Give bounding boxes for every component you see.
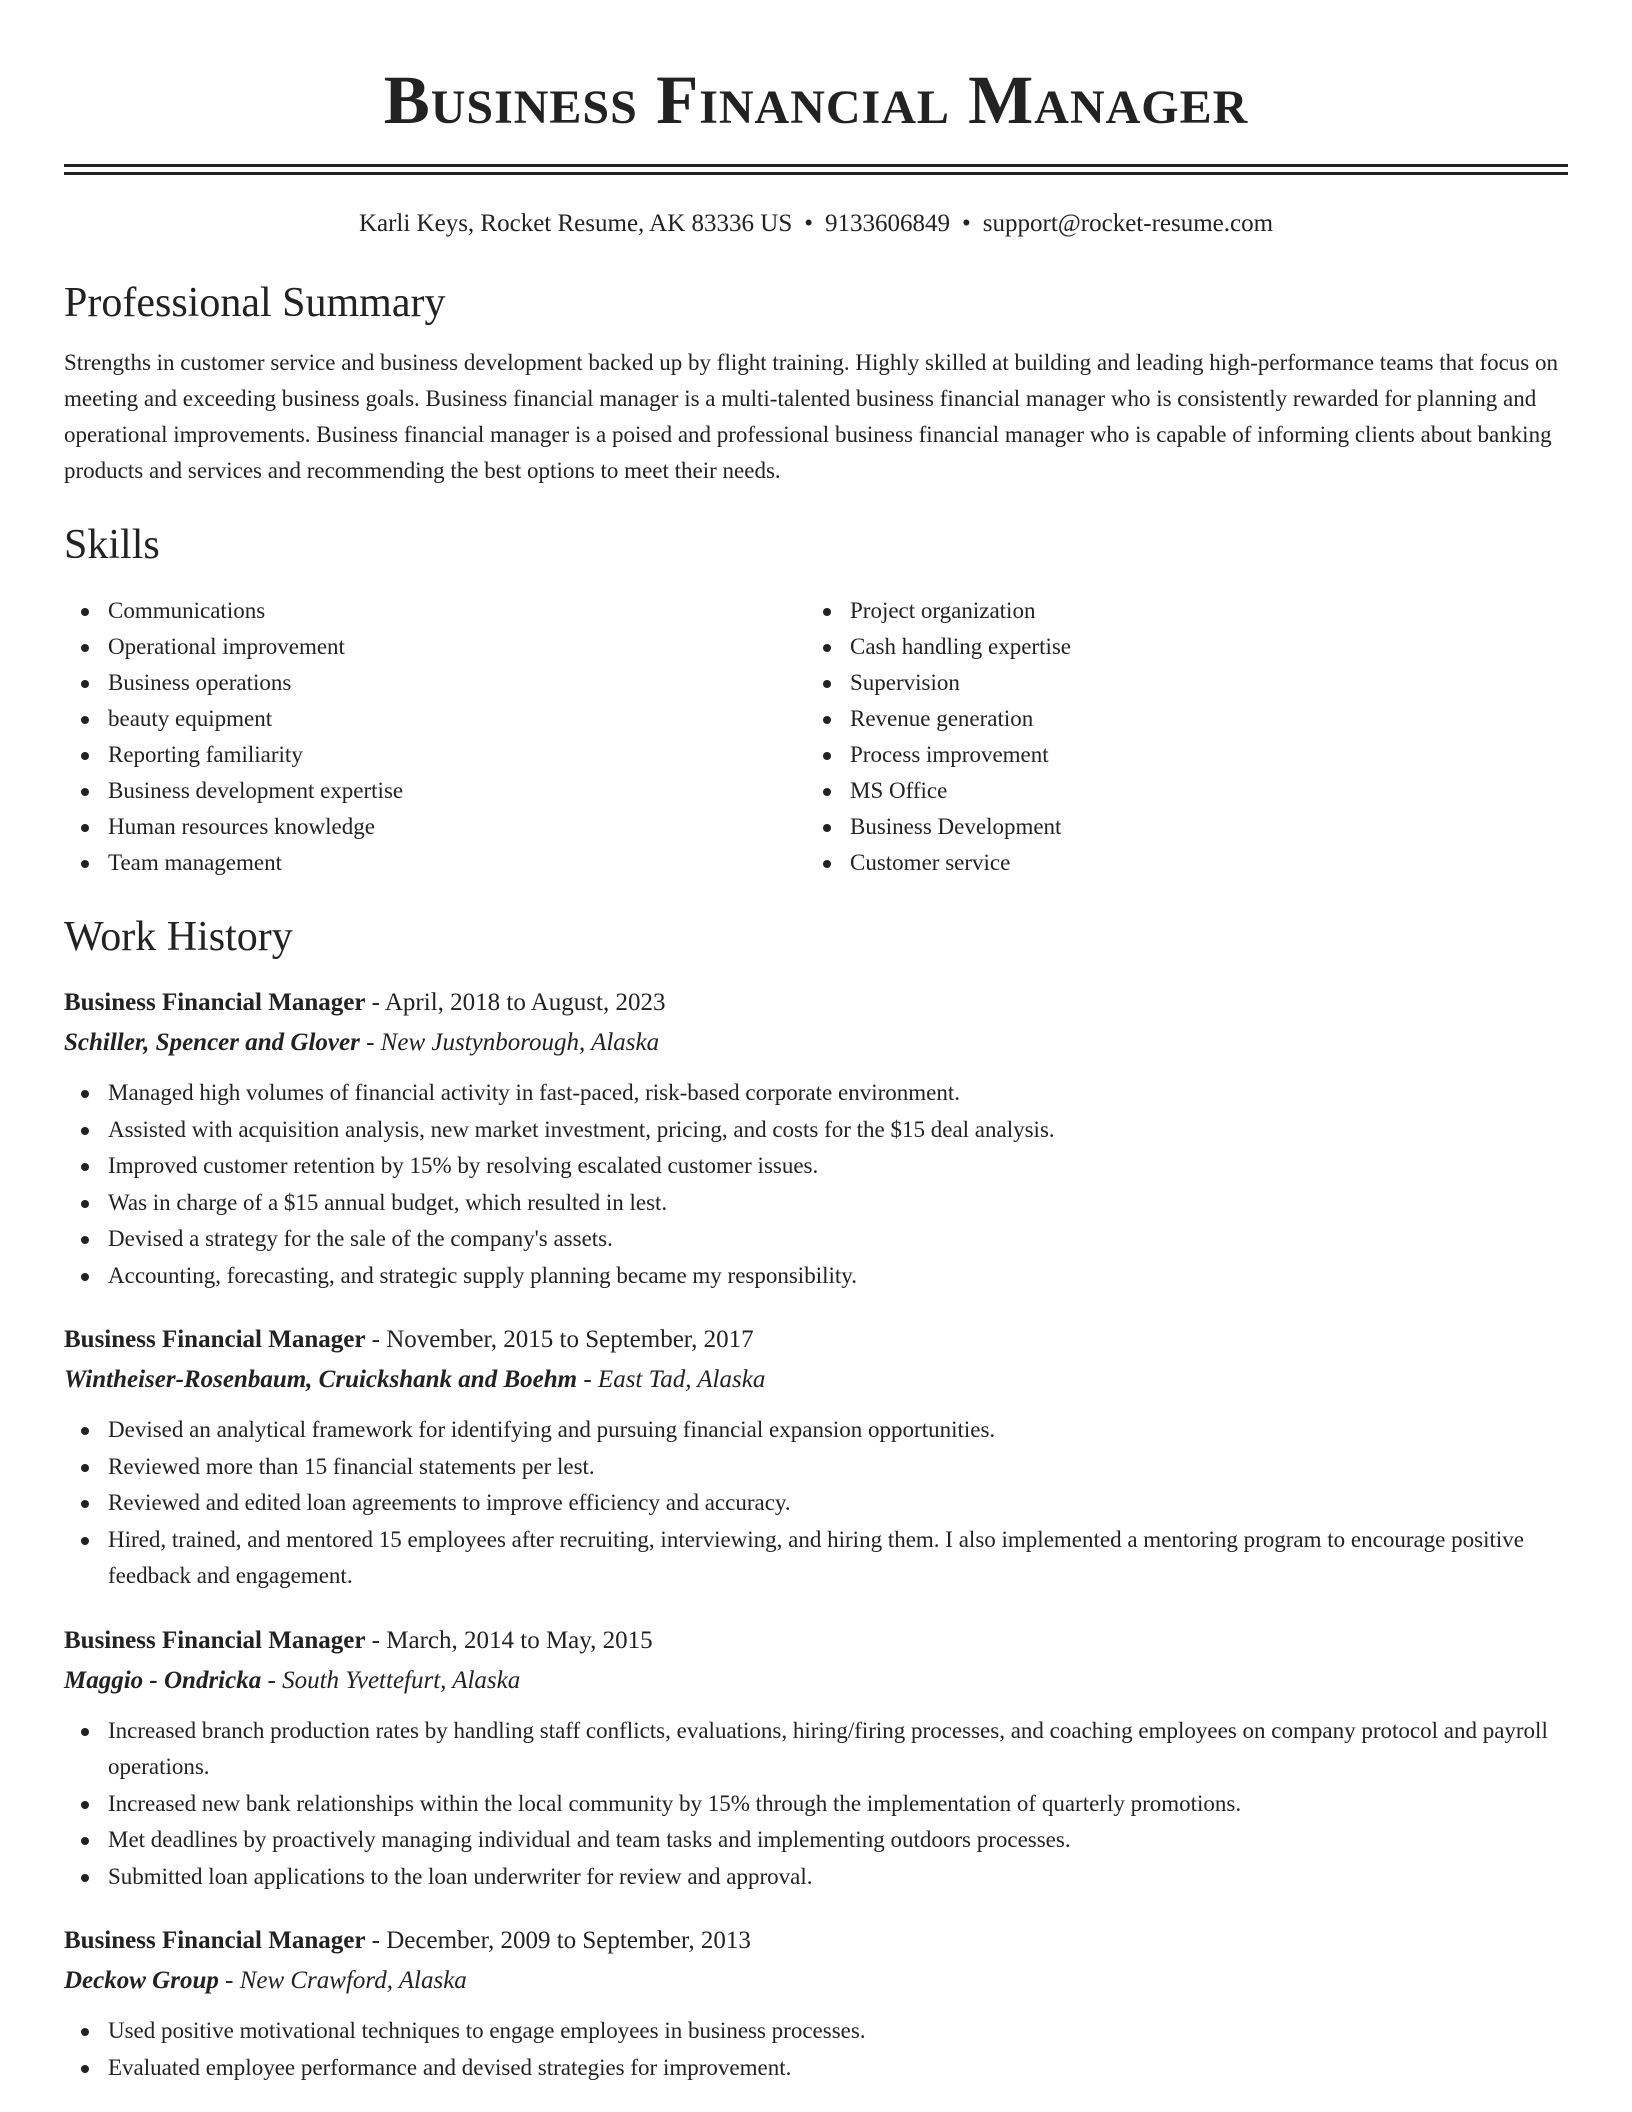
skill-item: Business operations bbox=[64, 665, 806, 701]
duty-item: Reviewed and edited loan agreements to improve efficiency and accuracy. bbox=[64, 1485, 1568, 1522]
bullet-icon bbox=[81, 1273, 89, 1281]
job-role: Business Financial Manager bbox=[64, 1927, 366, 1954]
duty-item: Submitted loan applications to the loan underwriter for review and approval. bbox=[64, 1859, 1568, 1896]
bullet-icon bbox=[81, 1427, 89, 1435]
job-entry bbox=[64, 983, 1568, 1294]
bullet-icon bbox=[823, 716, 831, 724]
contact-separator: • bbox=[804, 210, 813, 237]
skill-item: Supervision bbox=[806, 665, 1548, 701]
bullet-icon bbox=[81, 1200, 89, 1208]
duty-item: Increased branch production rates by handling staff conflicts, evaluations, hiring/firing processes, and coaching employees on company protocol and payroll operations. bbox=[64, 1713, 1568, 1786]
title-divider-bottom bbox=[64, 172, 1568, 175]
bullet-icon bbox=[81, 1837, 89, 1845]
job-location: South Yvettefurt, Alaska bbox=[282, 1666, 521, 1694]
duty-item: Managed high volumes of financial activity in fast-paced, risk-based corporate environment. bbox=[64, 1075, 1568, 1112]
job-company-line: Schiller, Spencer and Glover - New Justynborough, Alaska bbox=[64, 1029, 660, 1056]
bullet-icon bbox=[81, 1500, 89, 1508]
skill-item: Human resources knowledge bbox=[64, 809, 806, 845]
job-dates: April, 2018 to August, 2023 bbox=[384, 989, 666, 1016]
bullet-icon bbox=[81, 644, 89, 652]
skill-item: Project organization bbox=[806, 593, 1548, 629]
bullet-icon bbox=[81, 1127, 89, 1135]
job-location: East Tad, Alaska bbox=[597, 1366, 766, 1393]
job-title-line: Business Financial Manager - November, 2015 to September, 2017 bbox=[64, 1326, 754, 1353]
duty-item: Accounting, forecasting, and strategic supply planning became my responsibility. bbox=[64, 1258, 1568, 1295]
job-title-line: Business Financial Manager - March, 2014 to May, 2015 bbox=[64, 1626, 653, 1654]
duty-item: Improved customer retention by 15% by resolving escalated customer issues. bbox=[64, 1148, 1568, 1185]
bullet-icon bbox=[823, 608, 831, 616]
job-title-line: Business Financial Manager - December, 2009 to September, 2013 bbox=[64, 1927, 751, 1954]
job-dates: March, 2014 to May, 2015 bbox=[386, 1626, 653, 1654]
job-dates: November, 2015 to September, 2017 bbox=[386, 1326, 754, 1353]
job-duties bbox=[64, 2013, 1568, 2086]
job-company-line: Maggio - Ondricka - South Yvettefurt, Alaska bbox=[64, 1666, 521, 1694]
bullet-icon bbox=[81, 2028, 89, 2036]
bullet-icon bbox=[81, 824, 89, 832]
bullet-icon bbox=[81, 1801, 89, 1809]
skill-item: beauty equipment bbox=[64, 701, 806, 737]
bullet-icon bbox=[81, 1464, 89, 1472]
job-duties bbox=[64, 1713, 1568, 1896]
job-dates: December, 2009 to September, 2013 bbox=[386, 1927, 751, 1954]
duty-item: Increased new bank relationships within the local community by 15% through the implementation of quarterly promotions. bbox=[64, 1786, 1568, 1823]
job-role: Business Financial Manager bbox=[64, 1626, 366, 1654]
duty-item: Met deadlines by proactively managing individual and team tasks and implementing outdoors processes. bbox=[64, 1822, 1568, 1859]
skill-item: Customer service bbox=[806, 845, 1548, 881]
bullet-icon bbox=[823, 824, 831, 832]
skill-item: Revenue generation bbox=[806, 701, 1548, 737]
job-company: Maggio - Ondricka bbox=[64, 1666, 262, 1694]
skill-item: Cash handling expertise bbox=[806, 629, 1548, 665]
duty-item: Evaluated employee performance and devised strategies for improvement. bbox=[64, 2050, 1568, 2087]
resume-title: Business Financial Manager bbox=[383, 62, 1249, 138]
job-duties bbox=[64, 1075, 1568, 1294]
bullet-icon bbox=[81, 1163, 89, 1171]
job-location: New Crawford, Alaska bbox=[239, 1967, 467, 1994]
contact-address: Karli Keys, Rocket Resume, AK 83336 US bbox=[358, 210, 793, 237]
skill-item: Team management bbox=[64, 845, 806, 881]
job-company: Wintheiser-Rosenbaum, Cruickshank and Boehm bbox=[64, 1366, 578, 1393]
job-entry bbox=[64, 1320, 1568, 1595]
job-entry bbox=[64, 1621, 1568, 1896]
bullet-icon bbox=[81, 1236, 89, 1244]
duty-item: Hired, trained, and mentored 15 employees after recruiting, interviewing, and hiring them. I also implemented a mentoring program to encourage positive feedback and engagement. bbox=[64, 1522, 1568, 1595]
duty-item: Devised a strategy for the sale of the company's assets. bbox=[64, 1221, 1568, 1258]
skills-column-left bbox=[64, 593, 806, 881]
job-company-line: Wintheiser-Rosenbaum, Cruickshank and Boehm - East Tad, Alaska bbox=[64, 1366, 766, 1393]
duty-item: Assisted with acquisition analysis, new market investment, pricing, and costs for the $15 deal analysis. bbox=[64, 1112, 1568, 1149]
job-company-line: Deckow Group - New Crawford, Alaska bbox=[64, 1967, 467, 1994]
contact-separator: • bbox=[962, 210, 971, 237]
work-history-heading: Work History bbox=[64, 914, 293, 960]
job-role: Business Financial Manager bbox=[64, 1326, 366, 1353]
job-location: New Justynborough, Alaska bbox=[380, 1029, 660, 1056]
job-company: Schiller, Spencer and Glover bbox=[64, 1029, 360, 1056]
bullet-icon bbox=[81, 1728, 89, 1736]
duty-item: Was in charge of a $15 annual budget, which resulted in lest. bbox=[64, 1185, 1568, 1222]
bullet-icon bbox=[81, 716, 89, 724]
job-duties bbox=[64, 1412, 1568, 1595]
bullet-icon bbox=[823, 680, 831, 688]
job-entry bbox=[64, 1921, 1568, 2086]
bullet-icon bbox=[823, 788, 831, 796]
contact-phone: 9133606849 bbox=[825, 210, 950, 237]
skill-item: Operational improvement bbox=[64, 629, 806, 665]
contact-line bbox=[64, 207, 1568, 241]
skills-column-right bbox=[806, 593, 1548, 881]
bullet-icon bbox=[81, 1090, 89, 1098]
bullet-icon bbox=[81, 1537, 89, 1545]
bullet-icon bbox=[823, 752, 831, 760]
job-title-line: Business Financial Manager - April, 2018 to August, 2023 bbox=[64, 989, 666, 1016]
contact-email: support@rocket-resume.com bbox=[982, 210, 1274, 237]
skill-item: Reporting familiarity bbox=[64, 737, 806, 773]
job-role: Business Financial Manager bbox=[64, 989, 366, 1016]
bullet-icon bbox=[823, 860, 831, 868]
bullet-icon bbox=[823, 644, 831, 652]
skill-item: Process improvement bbox=[806, 737, 1548, 773]
skills-heading: Skills bbox=[64, 522, 160, 568]
bullet-icon bbox=[81, 1874, 89, 1882]
duty-item: Reviewed more than 15 financial statements per lest. bbox=[64, 1449, 1568, 1486]
job-company: Deckow Group bbox=[64, 1967, 219, 1994]
bullet-icon bbox=[81, 608, 89, 616]
duty-item: Devised an analytical framework for identifying and pursuing financial expansion opportunities. bbox=[64, 1412, 1568, 1449]
skill-item: MS Office bbox=[806, 773, 1548, 809]
bullet-icon bbox=[81, 680, 89, 688]
skills-list bbox=[64, 593, 1568, 881]
summary-text: Strengths in customer service and business development backed up by flight training. Highly skilled at building and leading high-performance teams that focus on meeting and exceeding business goals. Business financial manager is a multi-talented business financial manager who is consistently rewarded for planning and operational improvements. Business financial manager is a poised and professional business financial manager who is capable of informing clients about banking products and services and recommending the best options to meet their needs. bbox=[64, 350, 1559, 483]
bullet-icon bbox=[81, 2065, 89, 2073]
skill-item: Business development expertise bbox=[64, 773, 806, 809]
bullet-icon bbox=[81, 752, 89, 760]
bullet-icon bbox=[81, 860, 89, 868]
skill-item: Communications bbox=[64, 593, 806, 629]
bullet-icon bbox=[81, 788, 89, 796]
skill-item: Business Development bbox=[806, 809, 1548, 845]
summary-heading: Professional Summary bbox=[64, 280, 446, 326]
duty-item: Used positive motivational techniques to engage employees in business processes. bbox=[64, 2013, 1568, 2050]
